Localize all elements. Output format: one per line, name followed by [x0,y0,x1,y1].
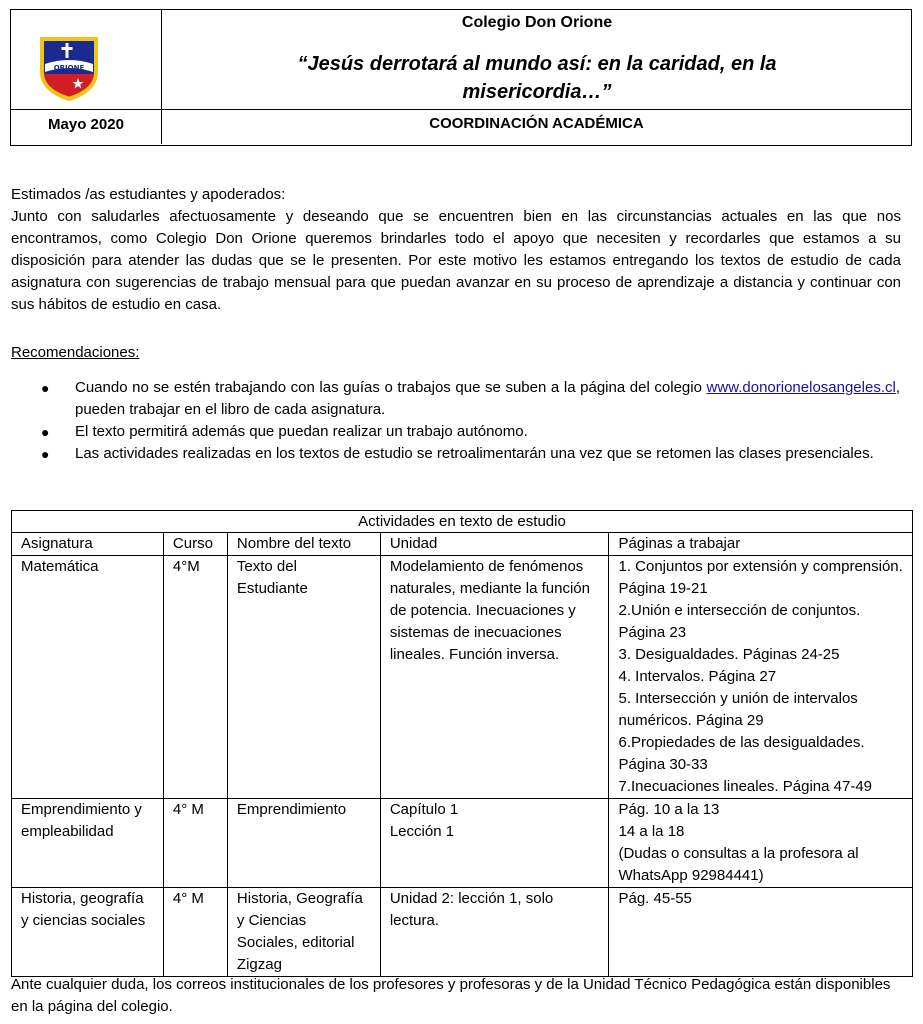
table-row [12,556,913,799]
cell-unidad: Modelamiento de fenómenos naturales, mediante la función de potencia. Inecuaciones y sistemas de inecuaciones lineales. Función inversa. [380,556,609,799]
page-item: 6.Propiedades de las desigualdades. Página 30-33 [618,734,865,773]
cell-curso: 4° M [163,888,227,977]
table-caption: Actividades en texto de estudio [12,511,913,533]
list-item-text: Cuando no se estén trabajando con las guías o trabajos que se suben a la página del colegio [75,379,707,396]
page-item: 1. Conjuntos por extensión y comprensión. Página 19-21 [618,558,903,597]
header-top-row [10,9,912,109]
list-item [35,377,900,421]
page-item: 5. Intersección y unión de intervalos numéricos. Página 29 [618,690,858,729]
table-header-row [12,533,913,556]
list-item-text: , pueden trabajar en el libro de cada asignatura. [75,379,900,418]
page-item: 7.Inecuaciones lineales. Página 47-49 [618,778,872,795]
list-item [35,421,900,443]
cell-unidad [380,799,609,888]
list-item-text: El texto permitirá además que puedan realizar un trabajo autónomo. [75,423,528,440]
bullet-icon: ● [41,424,50,440]
header-title-cell [162,10,912,110]
activities-table [11,510,913,977]
page-item: 2.Unión e intersección de conjuntos. Página 23 [618,602,861,641]
department-title: COORDINACIÓN ACADÉMICA [429,115,644,132]
school-name: Colegio Don Orione [461,14,613,31]
cell-paginas: Pág. 45-55 [609,888,913,977]
column-header: Páginas a trabajar [609,533,913,556]
cell-asignatura: Historia, geografía y ciencias sociales [12,888,164,977]
cell-unidad: Unidad 2: lección 1, solo lectura. [380,888,609,977]
list-item [35,443,900,465]
logo-text: ORIONE [53,64,85,72]
document-date: Mayo 2020 [11,110,162,144]
cell-asignatura: Matemática [12,556,164,799]
table-row [12,799,913,888]
page-item: Pág. 10 a la 13 [618,801,720,818]
cell-texto: Historia, Geografía y Ciencias Sociales, editorial Zigzag [227,888,380,977]
cell-asignatura: Emprendimiento y empleabilidad [12,799,164,888]
cell-paginas [609,556,913,799]
school-shield-icon [38,34,100,102]
cell-texto: Emprendimiento [227,799,380,888]
intro-paragraph: Junto con saludarles afectuosamente y deseando que se encuentren bien en las circunstancias actuales en las que nos encontramos, como Colegio Don Orione queremos brindarles todo el apoyo que necesiten y recordarles que estamos a su disposición para atender las dudas que se le presenten. Por este motivo les estamos entregando los textos de estudio de cada asignatura con sugerencias de trabajo mensual para que puedan avanzar en su proceso de aprendizaje a distancia y continuar con sus hábitos de estudio en casa. [11,208,901,313]
page-item: 14 a la 18 [618,823,685,840]
page-item: 4. Intervalos. Página 27 [618,668,777,685]
column-header: Unidad [380,533,609,556]
document-header [10,9,912,146]
header-bottom-row [10,109,912,146]
list-item-text: Las actividades realizadas en los textos de estudio se retroalimentarán una vez que se retomen las clases presenciales. [75,445,874,462]
table-caption-row [12,511,913,533]
column-header: Asignatura [12,533,164,556]
column-header: Curso [163,533,227,556]
greeting: Estimados /as estudiantes y apoderados: [11,186,286,203]
intro-section [11,184,901,316]
cell-curso: 4°M [163,556,227,799]
footer-note: Ante cualquier duda, los correos institucionales de los profesores y profesoras y de la Unidad Técnico Pedagógica están disponibles en la página del colegio. [11,976,891,1015]
column-header: Nombre del texto [227,533,380,556]
school-website-link[interactable]: www.donorionelosangeles.cl [706,379,896,396]
bullet-icon: ● [41,446,50,462]
bullet-icon: ● [41,380,50,396]
unit-item: Capítulo 1 [389,801,459,818]
cell-texto: Texto del Estudiante [227,556,380,799]
recommendations-list [35,377,900,465]
cell-paginas [609,799,913,888]
recommendations-heading: Recomendaciones: [11,344,140,361]
cell-curso: 4° M [163,799,227,888]
page-item: 3. Desigualdades. Páginas 24-25 [618,646,840,663]
school-motto: “Jesús derrotará al mundo así: en la caridad, en la misericordia…” [297,53,777,103]
table-row [12,888,913,977]
unit-item: Lección 1 [389,823,455,840]
page-item: (Dudas o consultas a la profesora al WhatsApp 92984441) [618,845,859,884]
